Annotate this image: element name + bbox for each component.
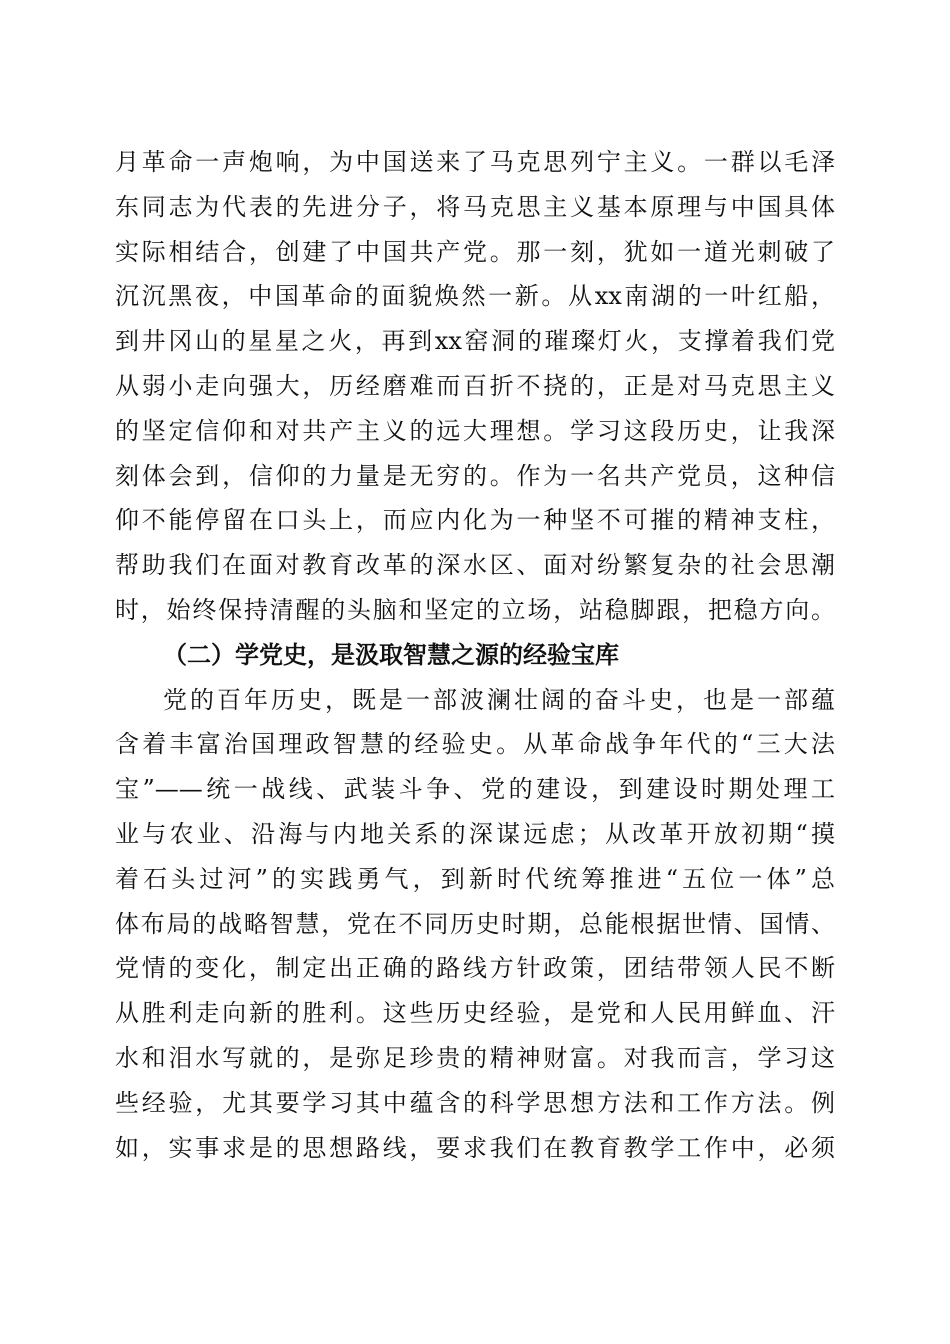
text-line: 帮助我们在面对教育改革的深水区、面对纷繁复杂的社会思潮 bbox=[115, 551, 835, 580]
text-line: 刻体会到，信仰的力量是无穷的。作为一名共产党员，这种信 bbox=[115, 461, 835, 490]
text-line: 到井冈山的星星之火，再到xx窑洞的璀璨灯火，支撑着我们党 bbox=[115, 327, 835, 356]
text-line: 仰不能停留在口头上，而应内化为一种坚不可摧的精神支柱， bbox=[115, 506, 835, 535]
text-line: 业与农业、沿海与内地关系的深谋远虑；从改革开放初期“摸 bbox=[115, 819, 835, 848]
text-line: 水和泪水写就的，是弥足珍贵的精神财富。对我而言，学习这 bbox=[115, 1043, 835, 1072]
text-line: 的坚定信仰和对共产主义的远大理想。学习这段历史，让我深 bbox=[115, 416, 835, 445]
text-line: 党情的变化，制定出正确的路线方针政策，团结带领人民不断 bbox=[115, 954, 835, 983]
text-line: 从弱小走向强大，历经磨难而百折不挠的，正是对马克思主义 bbox=[115, 371, 835, 400]
text-line: 东同志为代表的先进分子，将马克思主义基本原理与中国具体 bbox=[115, 192, 835, 221]
text-line: 含着丰富治国理政智慧的经验史。从革命战争年代的“三大法 bbox=[115, 730, 835, 759]
text-line: 月革命一声炮响，为中国送来了马克思列宁主义。一群以毛泽 bbox=[115, 148, 835, 176]
section-heading: （二）学党史，是汲取智慧之源的经验宝库 bbox=[163, 639, 619, 669]
text-line: 着石头过河”的实践勇气，到新时代统筹推进“五位一体”总 bbox=[115, 864, 835, 893]
text-line: 从胜利走向新的胜利。这些历史经验，是党和人民用鲜血、汗 bbox=[115, 999, 835, 1028]
text-line: 体布局的战略智慧，党在不同历史时期，总能根据世情、国情、 bbox=[115, 909, 835, 938]
text-line: 些经验，尤其要学习其中蕴含的科学思想方法和工作方法。例 bbox=[115, 1088, 835, 1117]
paragraph-belief bbox=[115, 140, 835, 633]
text-line: 时，始终保持清醒的头脑和坚定的立场，站稳脚跟，把稳方向。 bbox=[115, 595, 835, 624]
text-line: 实际相结合，创建了中国共产党。那一刻，犹如一道光刺破了 bbox=[115, 237, 835, 266]
document-body bbox=[115, 140, 835, 1170]
text-line: 宝”——统一战线、武装斗争、党的建设，到建设时期处理工 bbox=[115, 775, 835, 804]
text-line: 党的百年历史，既是一部波澜壮阔的奋斗史，也是一部蕴 bbox=[163, 685, 835, 714]
paragraph-experience bbox=[115, 678, 835, 1171]
text-line: 沉沉黑夜，中国革命的面貌焕然一新。从xx南湖的一叶红船， bbox=[115, 282, 835, 311]
text-line: 如，实事求是的思想路线，要求我们在教育教学工作中，必须 bbox=[115, 1133, 835, 1162]
